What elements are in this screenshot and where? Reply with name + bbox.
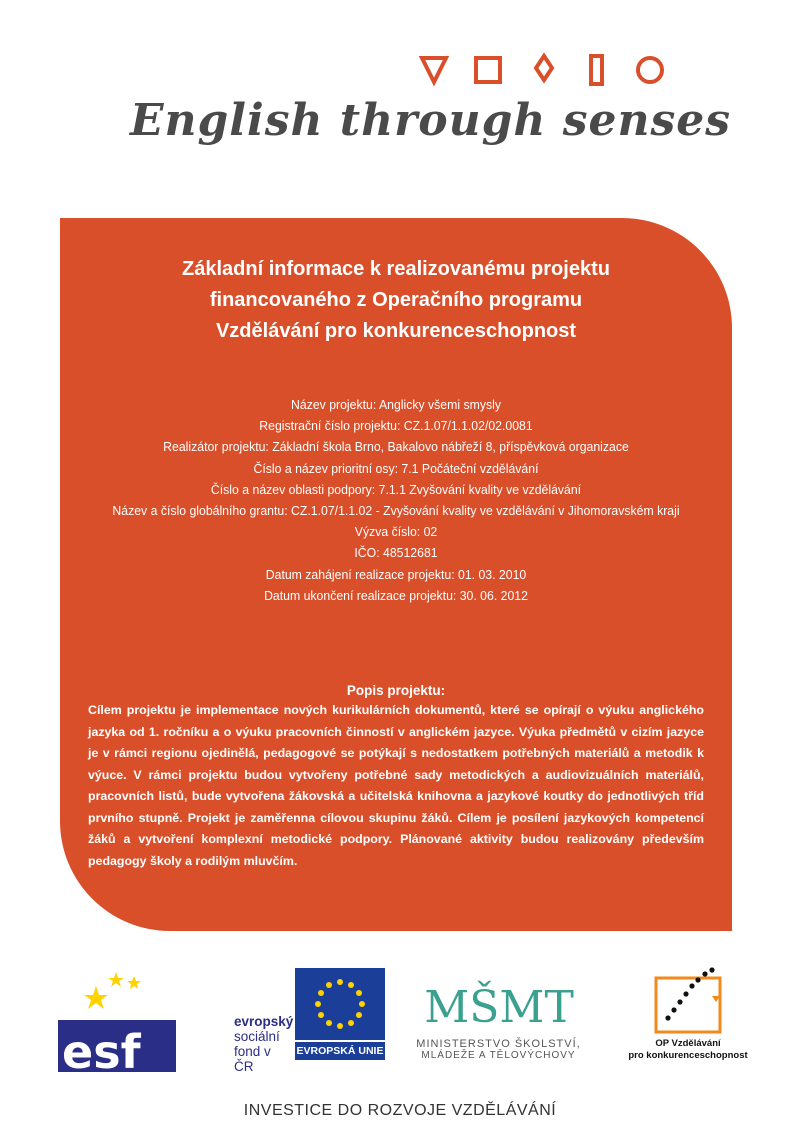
esf-caption: [234, 1014, 293, 1074]
page-title: English through senses: [130, 95, 732, 146]
op-line-2: pro konkurenceschopnost: [628, 1050, 748, 1061]
project-info-list: [84, 394, 709, 606]
eu-label: EVROPSKÁ UNIE: [295, 1042, 385, 1060]
info-ico: IČO: 48512681: [354, 545, 438, 561]
project-info-panel: [60, 218, 732, 931]
op-vk-logo: [618, 966, 758, 1076]
esf-line-3: fond v ČR: [234, 1044, 271, 1074]
info-start-date: Datum zahájení realizace projektu: 01. 03. 2010: [265, 566, 527, 582]
info-support-area: Číslo a název oblasti podpory: 7.1.1 Zvyšování kvality ve vzdělávání: [210, 481, 582, 497]
circle-icon: [638, 58, 662, 82]
msmt-mark-icon: [423, 966, 574, 1036]
senses-icons: [416, 52, 666, 88]
heading-line: financovaného z Operačního programu: [209, 289, 583, 311]
info-global-grant: Název a číslo globálního grantu: CZ.1.07/1.1.02 - Zvyšování kvality ve vzdělávání v Jihomoravském kraji: [112, 503, 680, 519]
bar-icon: [591, 56, 602, 84]
esf-logo: [58, 968, 294, 1079]
description-text: Cílem projektu je implementace nových kurikulárních dokumentů, které se opírají o výuku anglického jazyka od 1. ročníku a o výuku pracovních činností v anglickém jazyce. Výuka předmětů v cizím jazyce je v rámci regionu ojedinělá, pedagogové se potýkají s nedostatkem potřebných materiálů a metodik k výuce. V rámci projektu budou vytvořeny potřebné sady metodických a audiovizuálních materiálů, pracovních listů, bude vytvořena žákovská a učitelská knihovna a jazykové koutky do jednotlivých tříd prvního stupně. Projekt je zaměřenna cílovou skupinu žáků. Cílem je posílení jazykových kompetencí žáků a vytvoření komplexní metodické podpory. Plánované aktivity budou realizovány především pedagogy školy a rodilým mluvčím.: [88, 703, 704, 868]
info-priority-axis: Číslo a název prioritní osy: 7.1 Počáteční vzdělávání: [253, 460, 539, 476]
panel-heading: [60, 254, 732, 347]
description-title: Popis projektu:: [346, 683, 446, 698]
op-line-1: OP Vzdělávání: [655, 1038, 721, 1049]
logo-bar: [0, 960, 800, 1090]
eu-flag-icon: [295, 968, 385, 1040]
msmt-line-1: MINISTERSTVO ŠKOLSTVÍ,: [416, 1038, 581, 1050]
msmt-line-2: MLÁDEŽE A TĚLOVÝCHOVY: [421, 1050, 576, 1061]
info-project-name: Název projektu: Anglicky všemi smysly: [291, 397, 501, 412]
info-registration-number: Registrační číslo projektu: CZ.1.07/1.1.02/02.0081: [259, 418, 533, 434]
op-vk-mark-icon: [648, 966, 728, 1038]
triangle-icon: [422, 58, 446, 82]
esf-mark-text: esf: [62, 1025, 141, 1079]
info-end-date: Datum ukončení realizace projektu: 30. 06. 2012: [264, 587, 528, 603]
square-icon: [476, 58, 500, 82]
msmt-logo: [396, 966, 601, 1076]
heading-line: Vzdělávání pro konkurenceschopnost: [215, 320, 577, 342]
diamond-icon: [536, 56, 552, 80]
esf-mark: [58, 968, 178, 1078]
msmt-mark-text: MŠMT: [423, 982, 574, 1033]
esf-line-1: evropský: [234, 1014, 294, 1029]
info-call-number: Výzva číslo: 02: [354, 524, 438, 540]
footer-text: INVESTICE DO ROZVOJE VZDĚLÁVÁNÍ: [243, 1102, 557, 1119]
esf-line-2: sociální: [234, 1029, 280, 1044]
eu-logo: [295, 968, 387, 1063]
heading-line: Základní informace k realizovanému projektu: [182, 258, 610, 280]
info-implementer: Realizátor projektu: Základní škola Brno, Bakalovo nábřeží 8, příspěvková organizace: [163, 439, 629, 455]
